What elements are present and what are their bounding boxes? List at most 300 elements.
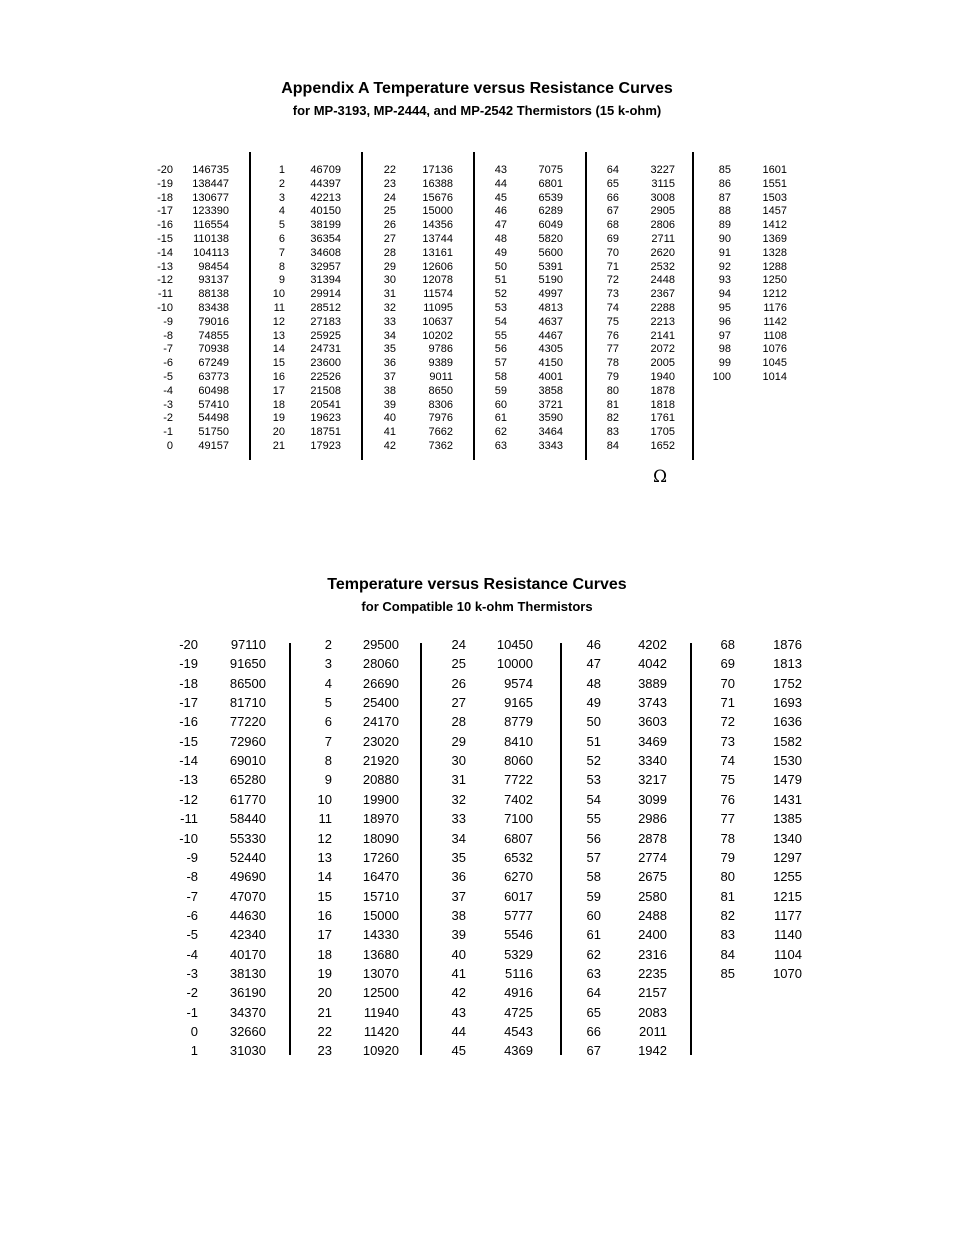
resistance-cell: 1761 (650, 412, 675, 425)
temperature-cell: 32 (451, 791, 466, 807)
resistance-cell: 26690 (362, 675, 399, 691)
temperature-cell: -2 (163, 412, 173, 425)
temperature-cell: -13 (157, 260, 173, 273)
resistance-cell: 4997 (538, 288, 563, 301)
resistance-cell: 3008 (650, 191, 675, 204)
temperature-cell: 18 (317, 946, 332, 962)
temperature-cell: 15 (317, 888, 332, 904)
resistance-cell: 20880 (362, 772, 399, 788)
resistance-cell: 10920 (362, 1043, 399, 1059)
resistance-cell: 5777 (504, 907, 533, 923)
resistance-cell: 36354 (310, 233, 341, 245)
temperature-cell: 38 (451, 907, 466, 923)
resistance-cell: 6017 (504, 888, 533, 904)
temperature-cell: 25 (383, 205, 396, 218)
temperature-cell: 47 (494, 219, 507, 232)
temperature-cell: 63 (586, 965, 601, 981)
resistance-cell: 15000 (422, 205, 453, 218)
resistance-cell: 51750 (198, 426, 229, 439)
resistance-cell: 93137 (198, 274, 229, 287)
temperature-cell: 35 (451, 849, 466, 865)
resistance-cell: 1070 (773, 965, 802, 981)
temperature-cell: 28 (451, 714, 466, 730)
resistance-cell: 28512 (310, 302, 341, 314)
temperature-cell: -9 (186, 849, 198, 865)
resistance-cell: 2711 (651, 233, 675, 245)
temperature-cell: -7 (163, 343, 173, 356)
temperature-cell: 61 (494, 412, 507, 425)
resistance-cell: 2157 (638, 985, 667, 1001)
resistance-cell: 70938 (198, 343, 229, 356)
resistance-cell: 1636 (773, 714, 802, 730)
resistance-cell: 24731 (310, 343, 341, 356)
resistance-cell: 1582 (773, 733, 802, 749)
temperature-cell: -1 (186, 1004, 198, 1020)
temperature-cell: -12 (157, 274, 173, 287)
temperature-cell: 64 (586, 985, 601, 1001)
temperature-cell: 24 (451, 637, 466, 652)
column-divider (420, 643, 422, 1055)
resistance-cell: 1752 (773, 675, 802, 691)
temperature-cell: 29 (383, 260, 396, 273)
resistance-cell: 1215 (773, 888, 802, 904)
temperature-cell: 6 (278, 233, 285, 245)
resistance-cell: 1340 (773, 830, 802, 846)
resistance-cell: 3721 (538, 398, 563, 411)
temperature-cell: 80 (606, 384, 619, 397)
temperature-cell: 15 (272, 357, 285, 370)
resistance-cell: 1652 (650, 440, 675, 452)
temperature-cell: 72 (720, 714, 735, 730)
temperature-cell: 39 (383, 398, 396, 411)
resistance-cell: 7402 (504, 791, 533, 807)
temperature-cell: 8 (324, 753, 332, 769)
temperature-cell: -3 (163, 398, 173, 411)
temperature-cell: 45 (451, 1043, 466, 1059)
temperature-cell: 1 (190, 1043, 198, 1059)
resistance-cell: 74855 (198, 329, 229, 342)
temperature-cell: 55 (586, 811, 601, 827)
resistance-cell: 61770 (229, 791, 266, 807)
temperature-cell: 83 (720, 927, 735, 943)
resistance-cell: 2400 (638, 927, 667, 943)
resistance-cell: 13161 (422, 246, 453, 259)
temperature-cell: -6 (186, 907, 198, 923)
temperature-cell: 63 (494, 440, 507, 452)
section2-title: Temperature versus Resistance Curves (327, 576, 627, 593)
temperature-cell: 52 (586, 753, 601, 769)
temperature-cell: 9 (324, 772, 332, 788)
temperature-cell: 4 (278, 205, 285, 218)
temperature-cell: 57 (494, 357, 507, 370)
temperature-cell: 30 (383, 274, 396, 287)
resistance-cell: 1104 (774, 946, 802, 962)
resistance-cell: 2675 (638, 869, 667, 885)
resistance-cell: 34370 (229, 1004, 266, 1020)
resistance-cell: 21920 (362, 753, 399, 769)
resistance-cell: 32660 (229, 1024, 266, 1039)
resistance-cell: 110138 (193, 233, 229, 245)
temperature-cell: 68 (720, 637, 735, 652)
resistance-cell: 58440 (229, 811, 266, 827)
resistance-cell: 17923 (310, 440, 341, 452)
resistance-cell: 98454 (198, 260, 229, 273)
temperature-cell: 64 (606, 164, 619, 176)
temperature-cell: 82 (606, 412, 619, 425)
resistance-cell: 77220 (229, 714, 266, 730)
resistance-cell: 8650 (428, 384, 453, 397)
resistance-cell: 10202 (422, 329, 453, 342)
temperature-cell: 68 (606, 219, 619, 232)
resistance-cell: 91650 (229, 656, 266, 672)
temperature-cell: 13 (317, 849, 332, 865)
resistance-cell: 3464 (538, 426, 563, 439)
resistance-cell: 38199 (310, 219, 341, 232)
resistance-cell: 6289 (538, 205, 563, 218)
temperature-cell: 38 (383, 384, 396, 397)
resistance-cell: 7100 (504, 811, 533, 827)
resistance-cell: 6270 (504, 869, 533, 885)
temperature-cell: 81 (606, 398, 619, 411)
temperature-cell: 72 (606, 274, 619, 287)
temperature-cell: 20 (317, 985, 332, 1001)
temperature-cell: 26 (383, 219, 396, 232)
temperature-cell: 51 (494, 274, 507, 287)
temperature-cell: 42 (451, 985, 466, 1001)
temperature-cell: -1 (163, 426, 173, 439)
temperature-cell: 34 (451, 830, 466, 846)
temperature-cell: -17 (179, 695, 198, 711)
temperature-cell: 94 (718, 288, 731, 301)
resistance-cell: 2448 (650, 274, 675, 287)
temperature-cell: 31 (451, 772, 466, 788)
resistance-cell: 7075 (538, 164, 563, 176)
temperature-cell: 35 (383, 343, 396, 356)
resistance-cell: 2316 (638, 946, 667, 962)
temperature-cell: 47 (586, 656, 601, 672)
resistance-cell: 2986 (638, 811, 667, 827)
resistance-cell: 1693 (773, 695, 802, 711)
temperature-cell: 19 (272, 412, 285, 425)
temperature-cell: 62 (586, 946, 601, 962)
temperature-cell: 49 (494, 246, 507, 259)
resistance-cell: 3115 (651, 177, 675, 190)
temperature-cell: 10 (317, 791, 332, 807)
resistance-cell: 1369 (762, 233, 787, 245)
temperature-cell: 2 (324, 637, 332, 652)
temperature-cell: 73 (720, 733, 735, 749)
temperature-cell: 43 (494, 164, 507, 176)
temperature-cell: 49 (586, 695, 601, 711)
resistance-cell: 40150 (310, 205, 341, 218)
temperature-cell: -20 (157, 164, 173, 176)
temperature-cell: 62 (494, 426, 507, 439)
temperature-cell: 18 (272, 398, 285, 411)
temperature-cell: -12 (179, 791, 198, 807)
column-divider (690, 643, 692, 1055)
resistance-cell: 21508 (310, 384, 341, 397)
resistance-cell: 123390 (192, 205, 229, 218)
temperature-cell: 89 (718, 219, 731, 232)
temperature-cell: 84 (720, 946, 735, 962)
temperature-cell: 1 (278, 164, 285, 176)
temperature-cell: 7 (278, 246, 285, 259)
temperature-cell: 42 (383, 440, 396, 452)
resistance-cell: 14356 (422, 219, 453, 232)
resistance-cell: 6539 (538, 191, 563, 204)
temperature-cell: 30 (451, 753, 466, 769)
resistance-cell: 11420 (363, 1024, 399, 1039)
temperature-cell: 77 (606, 343, 619, 356)
resistance-cell: 22526 (310, 371, 341, 383)
resistance-cell: 1876 (773, 637, 802, 652)
resistance-cell: 57410 (198, 398, 229, 411)
temperature-cell: 85 (718, 164, 731, 176)
resistance-cell: 1601 (762, 164, 787, 176)
temperature-cell: 48 (494, 233, 507, 245)
temperature-cell: -4 (163, 384, 173, 397)
temperature-cell: -16 (157, 219, 173, 232)
resistance-cell: 4725 (504, 1004, 533, 1020)
resistance-cell: 130677 (192, 191, 229, 204)
temperature-cell: -8 (186, 869, 198, 885)
column-divider (289, 643, 291, 1055)
temperature-cell: 9 (278, 274, 285, 287)
temperature-cell: -11 (157, 288, 173, 301)
resistance-cell: 1212 (762, 288, 787, 301)
temperature-cell: -20 (179, 637, 198, 652)
temperature-cell: 71 (720, 695, 735, 711)
resistance-cell: 1177 (774, 907, 802, 923)
temperature-cell: 69 (720, 656, 735, 672)
resistance-cell: 9574 (504, 675, 533, 691)
temperature-cell: 92 (718, 260, 731, 273)
temperature-cell: 28 (383, 246, 396, 259)
resistance-cell: 15710 (362, 888, 399, 904)
temperature-cell: 3 (324, 656, 332, 672)
temperature-cell: 12 (317, 830, 332, 846)
resistance-cell: 83438 (198, 302, 229, 314)
resistance-cell: 38130 (229, 965, 266, 981)
resistance-cell: 5116 (505, 965, 533, 981)
resistance-cell: 42213 (310, 191, 341, 204)
temperature-cell: 74 (720, 753, 735, 769)
temperature-cell: 14 (317, 869, 332, 885)
resistance-cell: 7362 (428, 440, 453, 452)
temperature-cell: 40 (383, 412, 396, 425)
resistance-cell: 2367 (650, 288, 675, 301)
resistance-cell: 3227 (650, 164, 675, 176)
temperature-cell: 93 (718, 274, 731, 287)
resistance-cell: 1479 (773, 772, 802, 788)
temperature-cell: 70 (720, 675, 735, 691)
temperature-cell: 80 (720, 869, 735, 885)
resistance-cell: 9389 (428, 357, 453, 370)
resistance-cell: 49690 (229, 869, 266, 885)
resistance-cell: 116554 (193, 219, 229, 232)
temperature-cell: 25 (451, 656, 466, 672)
section2-subtitle: for Compatible 10 k-ohm Thermistors (361, 599, 593, 614)
temperature-cell: 48 (586, 675, 601, 691)
resistance-cell: 4001 (538, 371, 563, 383)
resistance-cell: 2774 (638, 849, 667, 865)
temperature-cell: 52 (494, 288, 507, 301)
temperature-cell: 55 (494, 329, 507, 342)
resistance-cell: 9011 (429, 371, 453, 383)
temperature-cell: 56 (494, 343, 507, 356)
temperature-cell: 16 (317, 907, 332, 923)
resistance-cell: 52440 (229, 849, 266, 865)
resistance-cell: 1014 (762, 371, 787, 383)
resistance-cell: 8060 (504, 753, 533, 769)
resistance-cell: 1942 (638, 1043, 667, 1059)
temperature-cell: 60 (586, 907, 601, 923)
temperature-cell: 3 (278, 191, 285, 204)
temperature-cell: 71 (606, 260, 619, 273)
temperature-cell: 91 (718, 246, 731, 259)
temperature-cell: 39 (451, 927, 466, 943)
resistance-cell: 2213 (650, 315, 675, 328)
column-divider (560, 643, 562, 1055)
temperature-cell: 23 (383, 177, 396, 190)
resistance-cell: 81710 (229, 695, 266, 711)
temperature-cell: 82 (720, 907, 735, 923)
resistance-cell: 4543 (504, 1024, 533, 1039)
temperature-cell: 8 (278, 260, 285, 273)
temperature-cell: -9 (163, 315, 173, 328)
temperature-cell: -17 (157, 205, 173, 218)
resistance-cell: 10000 (496, 656, 533, 672)
resistance-cell: 3217 (638, 772, 667, 788)
resistance-cell: 2011 (639, 1024, 667, 1039)
resistance-cell: 1385 (773, 811, 802, 827)
temperature-cell: -10 (179, 830, 198, 846)
temperature-cell: 33 (383, 315, 396, 328)
resistance-cell: 4916 (504, 985, 533, 1001)
resistance-cell: 1076 (762, 343, 787, 356)
ohm-symbol: Ω (653, 467, 668, 487)
resistance-cell: 15676 (422, 191, 453, 204)
resistance-cell: 1457 (762, 205, 787, 218)
resistance-cell: 34608 (310, 246, 341, 259)
resistance-cell: 10450 (496, 637, 533, 652)
temperature-cell: 97 (718, 329, 731, 342)
resistance-cell: 1503 (762, 191, 787, 204)
temperature-cell: 27 (383, 233, 396, 245)
resistance-cell: 1551 (762, 177, 787, 190)
resistance-cell: 104113 (193, 246, 229, 259)
resistance-cell: 6807 (504, 830, 533, 846)
temperature-cell: 70 (606, 246, 619, 259)
resistance-cell: 13070 (362, 965, 399, 981)
temperature-cell: 27 (451, 695, 466, 711)
temperature-cell: 53 (586, 772, 601, 788)
resistance-cell: 2288 (650, 302, 675, 314)
temperature-cell: 78 (606, 357, 619, 370)
resistance-cell: 2580 (638, 888, 667, 904)
resistance-cell: 4042 (638, 656, 667, 672)
temperature-cell: 10 (272, 288, 285, 301)
temperature-cell: -18 (157, 191, 173, 204)
resistance-cell: 79016 (198, 315, 229, 328)
resistance-cell: 2620 (650, 246, 675, 259)
resistance-cell: 17136 (422, 164, 453, 176)
temperature-cell: -5 (163, 371, 173, 383)
resistance-cell: 32957 (310, 260, 341, 273)
temperature-cell: 7 (324, 733, 332, 749)
temperature-cell: 83 (606, 426, 619, 439)
column-divider (473, 152, 475, 460)
temperature-cell: -14 (157, 246, 173, 259)
temperature-cell: 17 (317, 927, 332, 943)
resistance-cell: 3343 (538, 440, 563, 452)
temperature-cell: 0 (190, 1024, 198, 1039)
temperature-cell: 36 (383, 357, 396, 370)
temperature-cell: 58 (586, 869, 601, 885)
resistance-cell: 1140 (774, 927, 802, 943)
resistance-cell: 4202 (638, 637, 667, 652)
resistance-cell: 2072 (650, 343, 675, 356)
temperature-cell: 5 (278, 219, 285, 232)
resistance-cell: 16470 (362, 869, 399, 885)
resistance-cell: 1250 (762, 274, 787, 287)
temperature-cell: -13 (179, 772, 198, 788)
temperature-cell: 76 (606, 329, 619, 342)
temperature-cell: 79 (720, 849, 735, 865)
resistance-cell: 1818 (650, 398, 675, 411)
resistance-cell: 16388 (422, 177, 453, 190)
temperature-cell: -15 (179, 733, 198, 749)
resistance-cell: 88138 (198, 288, 229, 301)
temperature-cell: -10 (157, 302, 173, 314)
resistance-cell: 6801 (538, 177, 563, 190)
temperature-cell: 90 (718, 233, 731, 245)
resistance-cell: 60498 (198, 384, 229, 397)
temperature-cell: 32 (383, 302, 396, 314)
temperature-cell: 59 (586, 888, 601, 904)
temperature-cell: 99 (718, 357, 731, 370)
temperature-cell: 40 (451, 946, 466, 962)
resistance-cell: 67249 (198, 357, 229, 370)
temperature-cell: 79 (606, 371, 619, 383)
temperature-cell: -6 (163, 357, 173, 370)
resistance-cell: 2905 (650, 205, 675, 218)
resistance-cell: 44397 (310, 177, 341, 190)
resistance-cell: 5190 (538, 274, 563, 287)
resistance-cell: 1878 (650, 384, 675, 397)
temperature-cell: 65 (606, 177, 619, 190)
temperature-cell: -7 (186, 888, 198, 904)
temperature-cell: -2 (186, 985, 198, 1001)
resistance-cell: 49157 (198, 440, 229, 452)
resistance-cell: 1530 (773, 753, 802, 769)
resistance-cell: 12078 (422, 274, 453, 287)
resistance-cell: 3889 (638, 675, 667, 691)
resistance-cell: 4369 (504, 1043, 533, 1059)
temperature-cell: 95 (718, 302, 731, 314)
resistance-cell: 6049 (538, 219, 563, 232)
resistance-cell: 3340 (638, 753, 667, 769)
resistance-cell: 29500 (362, 637, 399, 652)
resistance-cell: 5600 (538, 246, 563, 259)
resistance-cell: 1328 (762, 246, 787, 259)
temperature-cell: 53 (494, 302, 507, 314)
temperature-cell: 11 (273, 302, 285, 314)
temperature-cell: 65 (586, 1004, 601, 1020)
section1-subtitle: for MP-3193, MP-2444, and MP-2542 Thermistors (15 k-ohm) (292, 103, 662, 118)
resistance-cell: 11574 (423, 288, 453, 301)
temperature-cell: 78 (720, 830, 735, 846)
